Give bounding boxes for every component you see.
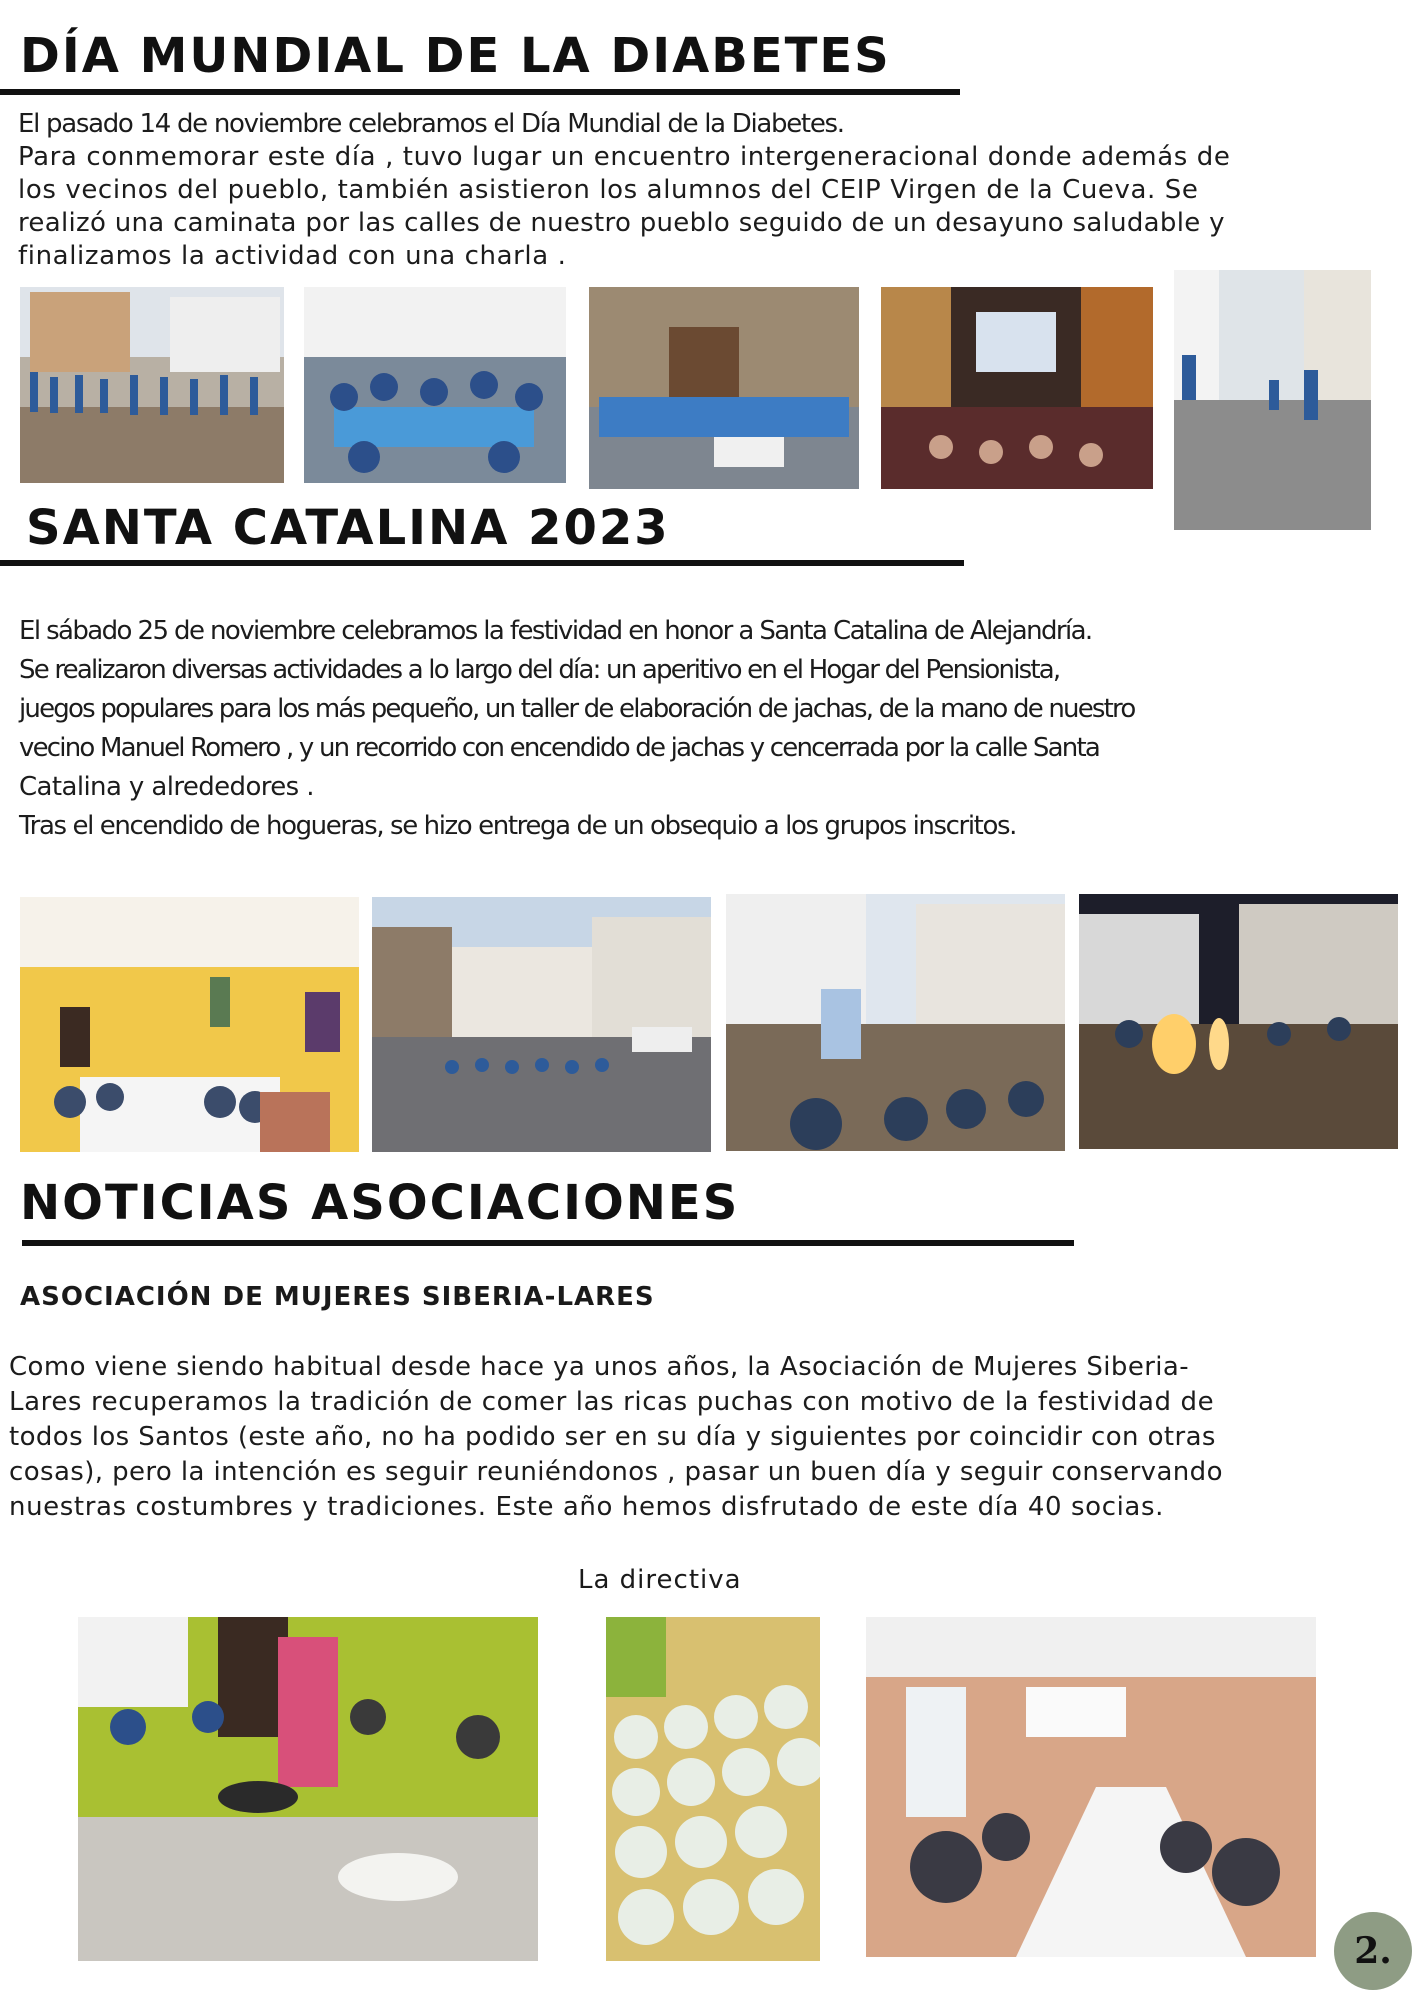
photo-jachas-workshop bbox=[726, 894, 1065, 1151]
asociaciones-paragraph bbox=[9, 1350, 1409, 1525]
santa-catalina-line: Se realizaron diversas actividades a lo largo del día: un aperitivo en el Hogar del Pensionista, bbox=[19, 655, 1060, 685]
section-title-diabetes: DÍA MUNDIAL DE LA DIABETES bbox=[20, 28, 891, 84]
title-underline bbox=[0, 89, 960, 95]
title-underline bbox=[0, 560, 964, 566]
photo-breakfast bbox=[304, 287, 566, 483]
santa-catalina-line: El sábado 25 de noviembre celebramos la festividad en honor a Santa Catalina de Alejandría. bbox=[19, 616, 1092, 646]
diabetes-line: Para conmemorar este día , tuvo lugar un encuentro intergeneracional donde además de bbox=[18, 142, 1231, 172]
diabetes-line: los vecinos del pueblo, también asistieron los alumnos del CEIP Virgen de la Cueva. Se bbox=[18, 175, 1199, 205]
photo-walk-group bbox=[20, 287, 284, 483]
asociaciones-line: todos los Santos (este año, no ha podido ser en su día y siguientes por coincidir con otras bbox=[9, 1422, 1216, 1452]
photo-pensioners-lunch bbox=[20, 897, 359, 1152]
section-title-santa-catalina: SANTA CATALINA 2023 bbox=[26, 500, 670, 556]
santa-catalina-line: vecino Manuel Romero , y un recorrido con encendido de jachas y cencerrada por la calle Santa bbox=[19, 733, 1099, 763]
asociaciones-line: Lares recuperamos la tradición de comer las ricas puchas con motivo de la festividad de bbox=[9, 1387, 1215, 1417]
photo-street-walk bbox=[1174, 270, 1371, 530]
photo-cooking-puchas bbox=[78, 1617, 538, 1961]
page-number: 2. bbox=[1354, 1930, 1392, 1972]
photo-square-children bbox=[372, 897, 711, 1152]
signature: La directiva bbox=[578, 1565, 742, 1595]
santa-catalina-line: Tras el encendido de hogueras, se hizo entrega de un obsequio a los grupos inscritos. bbox=[19, 811, 1016, 841]
asociaciones-line: nuestras costumbres y tradiciones. Este año hemos disfrutado de este día 40 socias. bbox=[9, 1492, 1164, 1522]
photo-bonfire-night bbox=[1079, 894, 1398, 1149]
asociaciones-line: cosas), pero la intención es seguir reuniéndonos , pasar un buen día y seguir conservando bbox=[9, 1457, 1223, 1487]
photo-talk-auditorium bbox=[881, 287, 1153, 489]
santa-catalina-line: Catalina y alrededores . bbox=[19, 772, 314, 802]
photo-members-lunch bbox=[866, 1617, 1316, 1957]
diabetes-paragraph bbox=[18, 108, 1408, 273]
santa-catalina-line: juegos populares para los más pequeño, un taller de elaboración de jachas, de la mano de nuestro bbox=[19, 694, 1135, 724]
title-underline bbox=[22, 1240, 1074, 1246]
diabetes-line: finalizamos la actividad con una charla . bbox=[18, 241, 567, 271]
section-title-asociaciones: NOTICIAS ASOCIACIONES bbox=[20, 1175, 740, 1231]
photo-group-plaza bbox=[589, 287, 859, 489]
santa-catalina-paragraph bbox=[19, 612, 1409, 846]
association-subtitle: ASOCIACIÓN DE MUJERES SIBERIA-LARES bbox=[20, 1282, 655, 1312]
diabetes-line: realizó una caminata por las calles de nuestro pueblo seguido de un desayuno saludable y bbox=[18, 208, 1225, 238]
photo-puchas-bowls bbox=[606, 1617, 820, 1961]
page-number-badge bbox=[1334, 1912, 1412, 1990]
diabetes-line: El pasado 14 de noviembre celebramos el Día Mundial de la Diabetes. bbox=[18, 109, 844, 139]
asociaciones-line: Como viene siendo habitual desde hace ya unos años, la Asociación de Mujeres Siberia- bbox=[9, 1352, 1190, 1382]
